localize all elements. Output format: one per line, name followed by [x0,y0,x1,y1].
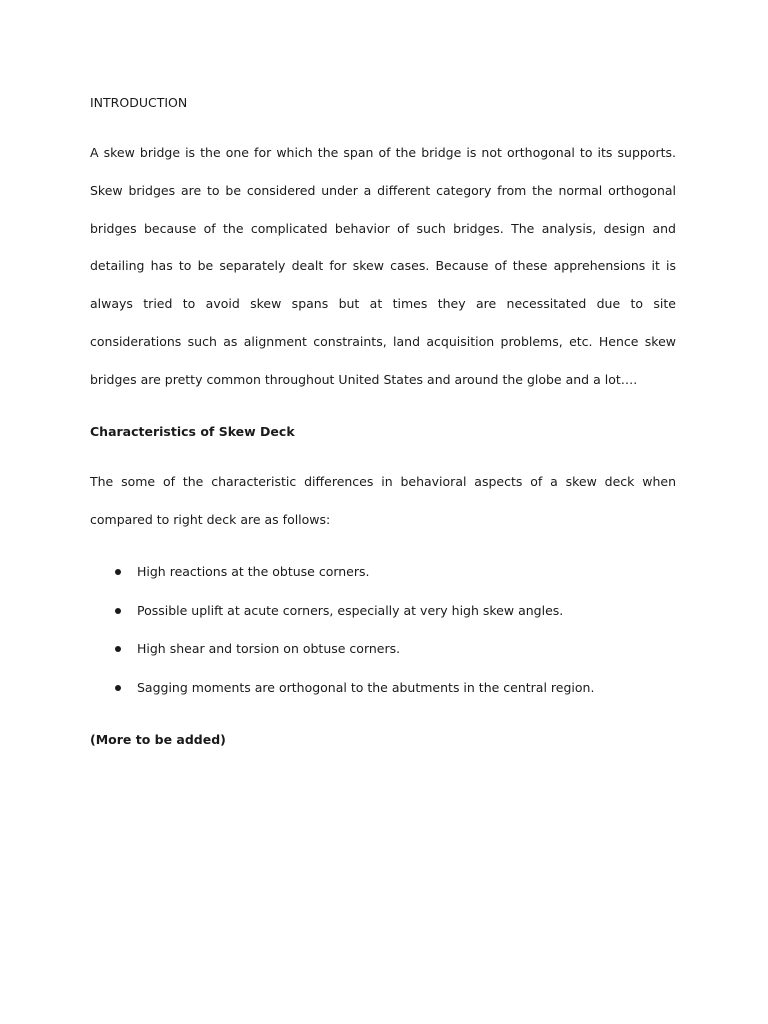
more-to-be-added-note: (More to be added) [90,732,226,747]
list-item [90,630,676,669]
bullet-icon [115,685,121,691]
list-item-text: Sagging moments are orthogonal to the abutments in the central region. [137,680,595,696]
list-item-text: Possible uplift at acute corners, especially at very high skew angles. [137,602,564,618]
introduction-heading: INTRODUCTION [90,95,188,110]
bullet-icon [115,569,121,575]
characteristics-bullet-list [90,553,676,708]
characteristics-heading: Characteristics of Skew Deck [90,424,295,439]
introduction-paragraph: A skew bridge is the one for which the span of the bridge is not orthogonal to its supports. Skew bridges are to be considered under a different category from the normal orthogonal bridges because of the complicated behavior of such bridges. The analysis, design and detailing has to be separately dealt for skew cases. Because of these apprehensions it is always tried to avoid skew spans but at times they are necessitated due to site considerations such as alignment constraints, land acquisition problems, etc. Hence skew bridges are pretty common throughout United States and around the globe and a lot…. [90,145,676,387]
list-item [90,669,676,708]
list-item-text: High shear and torsion on obtuse corners. [137,641,401,657]
bullet-icon [115,646,121,652]
list-item [90,553,676,592]
characteristics-intro-paragraph: The some of the characteristic differences in behavioral aspects of a skew deck when compared to right deck are as follows: [90,474,676,527]
bullet-icon [115,608,121,614]
list-item [90,592,676,631]
document-page [90,0,676,1024]
list-item-text: High reactions at the obtuse corners. [137,564,370,579]
